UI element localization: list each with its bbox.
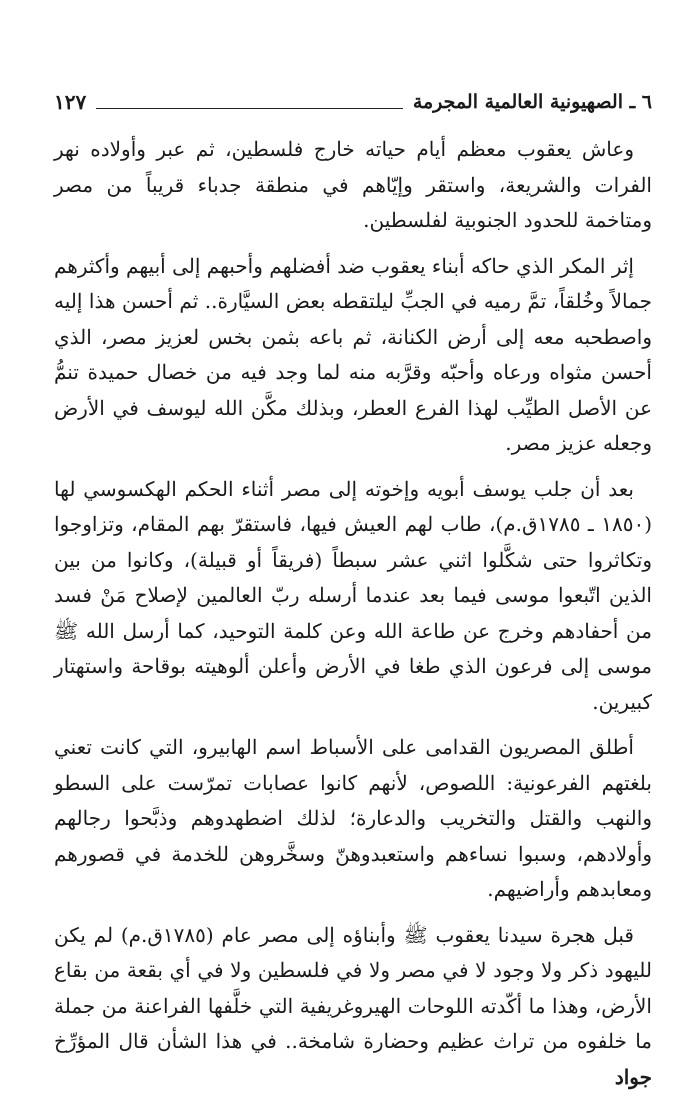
page-number: ١٢٧ (54, 90, 87, 114)
page-body (54, 132, 652, 1095)
paragraph-last (54, 918, 652, 1096)
paragraph: أطلق المصريون القدامى على الأسباط اسم الهابيرو، التي كانت تعني بلغتهم الفرعونية: اللصوص، لأنهم كانوا عصابات تمرّست على السطو والنهب والقتل والتخريب والدعارة؛ لذلك اضطهدوهم وذبَّحوا رجالهم وأولادهم، وسبوا نساءهم واستعبدوهنّ وسخَّروهن للخدمة في قصورهم ومعابدهم وأراضيهم. (54, 735, 652, 901)
chapter-title: ٦ ـ الصهيونية العالمية المجرمة (412, 91, 652, 113)
author-name: جواد (614, 1064, 652, 1089)
paragraph: إثر المكر الذي حاكه أبناء يعقوب ضد أفضلهم وأحبهم إلى أبيهم وأكثرهم جمالاً وخُلقاً، تمَّ رميه في الجبِّ ليلتقطه بعض السيَّارة.. ثم أحسن هذا إليه واصطحبه معه إلى أرض الكنانة، ثم باعه بثمن بخس لعزيز مصر، الذي أحسن مثواه ورعاه وأحبّه وقرَّبه منه لما وجد فيه من خصال حميدة تنمُّ عن الأصل الطيِّب لهذا الفرع العطر، وبذلك مكَّن الله ليوسف في الأرض وجعله عزيز مصر. (54, 253, 652, 455)
running-header (54, 84, 652, 120)
paragraph: بعد أن جلب يوسف أبويه وإخوته إلى مصر أثناء الحكم الهكسوسي لها (١٨٥٠ ـ ١٧٨٥ق.م)، طاب لهم العيش فيها، فاستقرّ بهم المقام، وتزاوجوا وتكاثروا حتى شكَّلوا اثني عشر سبطاً (فريقاً أو قبيلة)، وكانوا من بين الذين اتّبعوا موسى فيما بعد عندما أرسله ربّ العالمين لإصلاح مَنْ فسد من أحفادهم وخرج عن طاعة الله وعن كلمة التوحيد، كما أرسل الله ﷺ موسى إلى فرعون الذي طغا في الأرض وأعلن ألوهيته بوقاحة واستهتار كبيرين. (54, 476, 652, 714)
paragraph-text: قبل هجرة سيدنا يعقوب ﷺ وأبناؤه إلى مصر عام (١٧٨٥ق.م) لم يكن لليهود ذكر ولا وجود لا في مصر ولا في فلسطين ولا في أي بقعة من بقاع الأرض، وهذا ما أكّدته اللوحات الهيروغريفية التي خلَّفها الفراعنة من جملة ما خلفوه من تراث عظيم وحضارة شامخة.. في هذا الشأن قال المؤرِّخ (54, 922, 652, 1053)
book-page (54, 84, 652, 1105)
paragraph: وعاش يعقوب معظم أيام حياته خارج فلسطين، ثم عبر وأولاده نهر الفرات والشريعة، واستقر وإيّاهم في منطقة جدباء قريباً من مصر ومتاخمة للحدود الجنوبية لفلسطين. (54, 137, 652, 232)
header-rule (96, 108, 403, 109)
